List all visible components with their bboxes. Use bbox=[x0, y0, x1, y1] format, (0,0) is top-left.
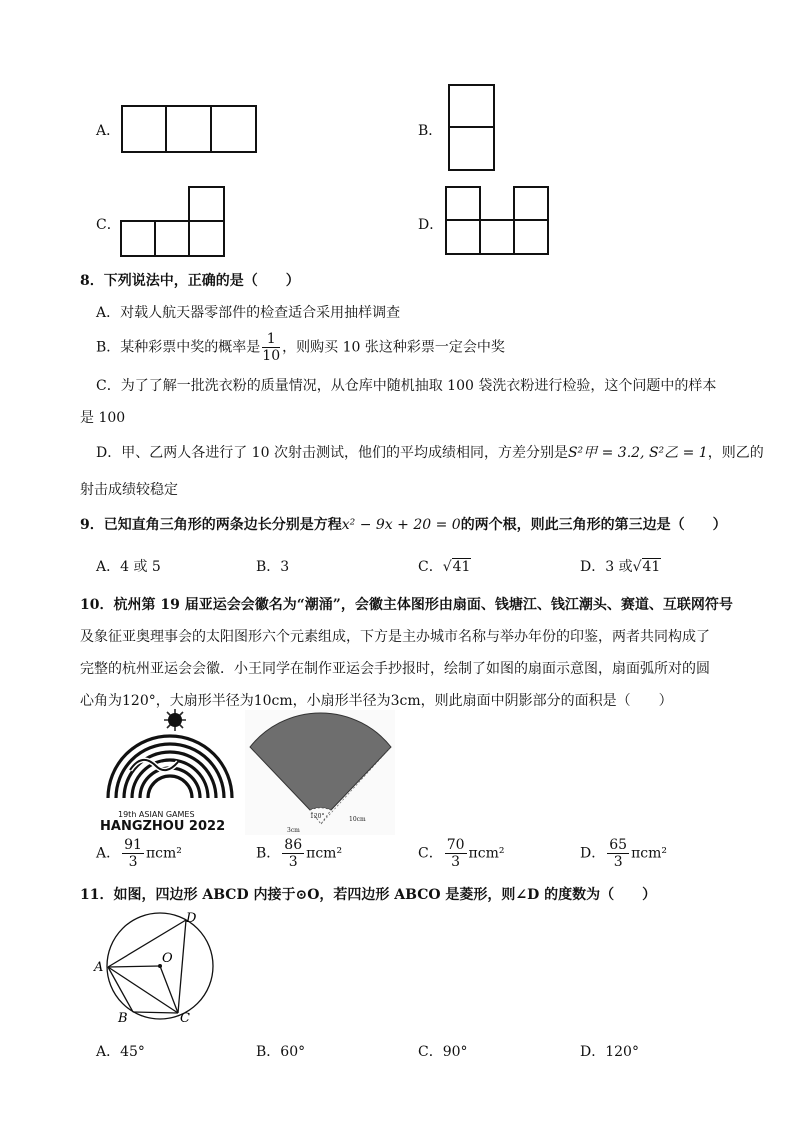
q9-stem bbox=[80, 514, 727, 534]
q10-option-b bbox=[256, 838, 342, 869]
q9-option-c-sqrt: √41 bbox=[442, 559, 471, 575]
q10-line4: 心角为120°，大扇形半径为10cm，小扇形半径为3cm，则此扇面中阴影部分的面积是（ ） bbox=[80, 693, 673, 709]
q7-option-b-label: B． bbox=[418, 123, 443, 139]
q7-figure-b bbox=[447, 83, 497, 173]
q8-fraction bbox=[262, 332, 280, 363]
q10-option-c-den: 3 bbox=[451, 854, 461, 870]
q9-stem-post: 的两个根，则此三角形的第三边是（ ） bbox=[460, 517, 727, 533]
q8-stem: 8．下列说法中，正确的是（ ） bbox=[80, 273, 300, 289]
q11-circle-figure bbox=[92, 910, 222, 1025]
q10-option-b-label: B． bbox=[256, 845, 281, 862]
point-B-label: B bbox=[118, 1011, 128, 1025]
q10-option-c-unit: πcm² bbox=[468, 845, 505, 862]
q8-option-b bbox=[96, 332, 505, 363]
q7-option-c-label: C． bbox=[96, 217, 121, 233]
q8-option-d bbox=[96, 442, 764, 462]
q10-option-a-num: 91 bbox=[124, 837, 142, 853]
q7-option-d-label: D． bbox=[418, 217, 444, 233]
q9-option-b: B．3 bbox=[256, 559, 290, 575]
q10-option-a-label: A． bbox=[96, 845, 121, 862]
asian-games-emblem bbox=[100, 708, 240, 836]
q8-option-b-pre: B．某种彩票中奖的概率是 bbox=[96, 339, 261, 356]
q7-figure-c bbox=[119, 185, 227, 259]
q9-option-d-label: D．3 或 bbox=[580, 559, 633, 575]
q11-stem: 11．如图，四边形 ABCD 内接于⊙O，若四边形 ABCO 是菱形，则∠D 的度数为（ ） bbox=[80, 887, 657, 903]
q8-option-c-line2: 是 100 bbox=[80, 410, 126, 426]
q8-option-d-pre: D．甲、乙两人各进行了 10 次射击测试，他们的平均成绩相同，方差分别是 bbox=[96, 445, 568, 461]
point-A-label: A bbox=[94, 960, 104, 975]
q9-option-c-label: C． bbox=[418, 559, 443, 575]
q10-option-d-label: D． bbox=[580, 845, 606, 862]
q8-fraction-den: 10 bbox=[262, 348, 281, 364]
q9-stem-pre: 9．已知直角三角形的两条边长分别是方程 bbox=[80, 517, 342, 533]
fan-small-radius-label: 3cm bbox=[287, 827, 300, 834]
emblem-graphic bbox=[100, 708, 240, 808]
q10-option-d-unit: πcm² bbox=[631, 845, 667, 862]
q10-option-d-num: 65 bbox=[609, 837, 628, 853]
q10-option-c-label: C． bbox=[418, 845, 443, 862]
emblem-text-large: HANGZHOU 2022 bbox=[100, 819, 226, 834]
q10-option-b-unit: πcm² bbox=[306, 845, 343, 862]
q8-fraction-num: 1 bbox=[262, 332, 280, 348]
q10-option-c-num: 70 bbox=[446, 837, 465, 853]
q9-option-a: A．4 或 5 bbox=[96, 559, 161, 575]
q10-option-b-num: 86 bbox=[284, 837, 303, 853]
q8-option-c-line1: C．为了了解一批洗衣粉的质量情况，从仓库中随机抽取 100 袋洗衣粉进行检验，这个问题中的样本 bbox=[96, 378, 717, 394]
q8-option-a: A．对载人航天器零部件的检查适合采用抽样调查 bbox=[96, 305, 401, 321]
q8-option-d-line2: 射击成绩较稳定 bbox=[80, 482, 178, 498]
q9-option-c bbox=[418, 556, 471, 576]
q10-option-a-den: 3 bbox=[128, 854, 138, 870]
q9-option-d-radicand: 41 bbox=[642, 559, 661, 575]
q11-option-b: B．60° bbox=[256, 1044, 306, 1060]
q11-option-a: A．45° bbox=[96, 1044, 145, 1060]
q9-option-d-sqrt: √41 bbox=[632, 559, 661, 575]
q8-option-d-post: ，则乙的 bbox=[707, 445, 764, 461]
q10-option-c bbox=[418, 838, 504, 869]
q7-figure-d bbox=[444, 185, 550, 257]
q10-option-d bbox=[580, 838, 667, 869]
q10-line1: 10．杭州第 19 届亚运会会徽名为“潮涌”，会徽主体图形由扇面、钱塘江、钱江潮头、赛道、互联网符号 bbox=[80, 597, 733, 613]
emblem-text-small: 19th ASIAN GAMES bbox=[118, 810, 195, 819]
q11-option-d: D．120° bbox=[580, 1044, 639, 1060]
q10-option-b-den: 3 bbox=[288, 854, 298, 870]
q10-option-d-den: 3 bbox=[613, 854, 623, 870]
point-O-label: O bbox=[162, 951, 173, 966]
point-D-label: D bbox=[186, 911, 197, 926]
q9-option-d bbox=[580, 556, 661, 576]
fan-angle-label: 120° bbox=[310, 813, 325, 820]
q8-option-b-post: ，则购买 10 张这种彩票一定会中奖 bbox=[282, 339, 505, 356]
q9-option-c-radicand: 41 bbox=[452, 559, 471, 575]
q8-variance-formula: S²甲 = 3.2, S²乙 = 1 bbox=[567, 445, 708, 461]
fan-diagram bbox=[245, 710, 395, 835]
q11-option-c: C．90° bbox=[418, 1044, 468, 1060]
fan-big-radius-label: 10cm bbox=[349, 816, 366, 823]
q10-option-a-unit: πcm² bbox=[145, 845, 182, 862]
q7-option-a-label: A． bbox=[96, 123, 121, 139]
q10-line3: 完整的杭州亚运会会徽．小王同学在制作亚运会手抄报时，绘制了如图的扇面示意图，扇面弧所对的圆 bbox=[80, 661, 710, 677]
q9-equation: x² − 9x + 20 = 0 bbox=[341, 517, 461, 533]
q7-figure-a bbox=[120, 104, 258, 154]
q10-option-a bbox=[96, 838, 182, 869]
point-C-label: C bbox=[180, 1011, 190, 1025]
q10-line2: 及象征亚奥理事会的太阳图形六个元素组成，下方是主办城市名称与举办年份的印鉴，两者共同构成了 bbox=[80, 629, 710, 645]
